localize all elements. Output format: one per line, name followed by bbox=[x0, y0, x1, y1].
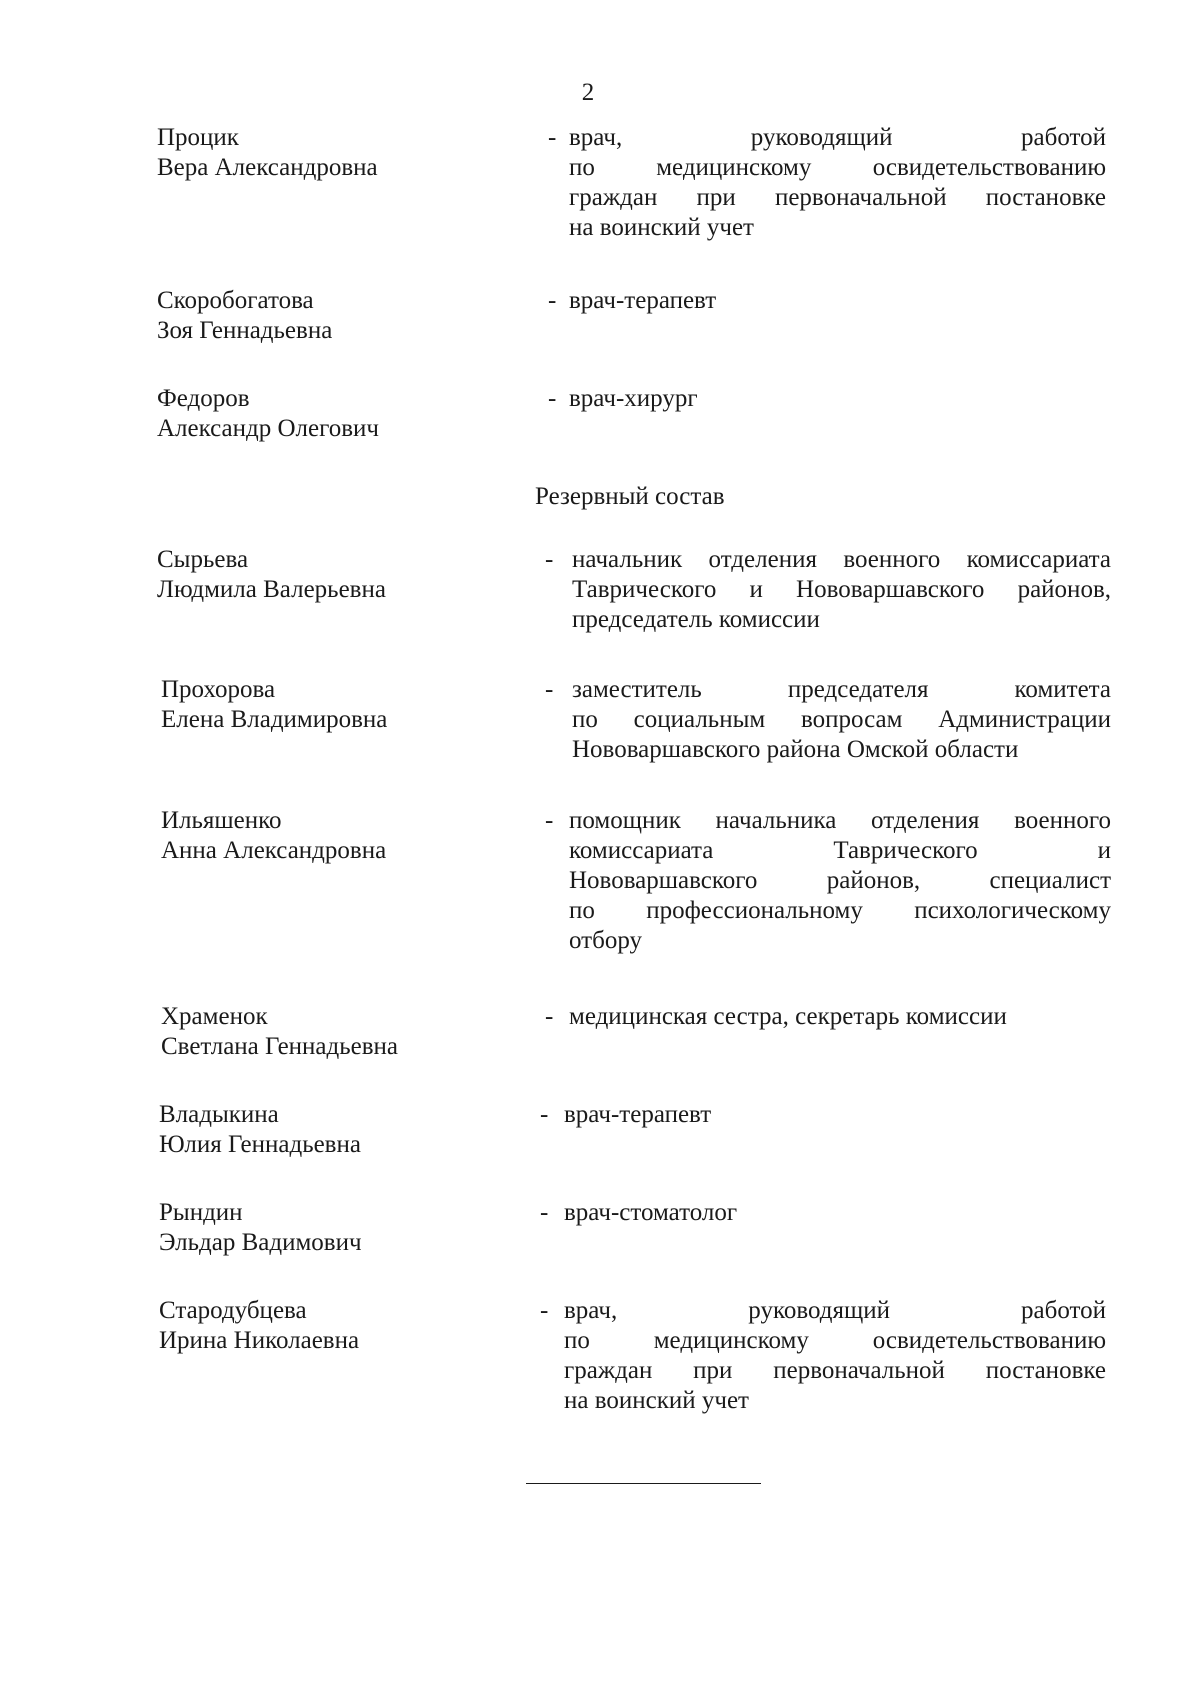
role-dash: - bbox=[548, 287, 557, 314]
member-surname: Рындин bbox=[159, 1199, 243, 1226]
member-given-names: Вера Александровна bbox=[157, 154, 378, 181]
role-dash: - bbox=[540, 1297, 549, 1324]
role-line: медицинская сестра, секретарь комиссии bbox=[569, 1003, 1007, 1030]
role-line: Нововаршавского района Омской области bbox=[572, 736, 1019, 763]
role-dash: - bbox=[540, 1101, 549, 1128]
member-surname: Стародубцева bbox=[159, 1297, 307, 1324]
member-given-names: Елена Владимировна bbox=[161, 706, 388, 733]
role-line: граждан при первоначальной постановке bbox=[569, 184, 1106, 211]
member-given-names: Эльдар Вадимович bbox=[159, 1229, 362, 1256]
member-surname: Ильяшенко bbox=[161, 807, 282, 834]
member-given-names: Анна Александровна bbox=[161, 837, 387, 864]
member-surname: Владыкина bbox=[159, 1101, 279, 1128]
member-name bbox=[159, 1296, 519, 1356]
member-given-names: Людмила Валерьевна bbox=[157, 576, 386, 603]
role-line: по медицинскому освидетельствованию bbox=[569, 154, 1106, 181]
role-dash: - bbox=[540, 1199, 549, 1226]
member-name bbox=[157, 384, 517, 444]
role-line: Нововаршавского районов, специалист bbox=[569, 867, 1111, 894]
page-number: 2 bbox=[581, 79, 595, 106]
member-given-names: Юлия Геннадьевна bbox=[159, 1131, 361, 1158]
member-name bbox=[159, 1198, 519, 1258]
role-line: по социальным вопросам Администрации bbox=[572, 706, 1111, 733]
member-surname: Скоробогатова bbox=[157, 287, 314, 314]
role-line: врач, руководящий работой bbox=[564, 1297, 1106, 1324]
role-line: Таврического и Нововаршавского районов, bbox=[572, 576, 1111, 603]
member-name bbox=[157, 286, 517, 346]
role-line: отбору bbox=[569, 927, 642, 954]
member-surname: Процик bbox=[157, 124, 239, 151]
role-line: комиссариата Таврического и bbox=[569, 837, 1111, 864]
role-dash: - bbox=[548, 124, 557, 151]
role-line: заместитель председателя комитета bbox=[572, 676, 1111, 703]
member-name bbox=[157, 545, 517, 605]
member-name bbox=[161, 806, 521, 866]
role-line: по профессиональному психологическому bbox=[569, 897, 1111, 924]
role-line: врач-терапевт bbox=[564, 1101, 712, 1128]
role-line: на воинский учет bbox=[569, 214, 754, 241]
member-given-names: Зоя Геннадьевна bbox=[157, 317, 333, 344]
role-line: председатель комиссии bbox=[572, 606, 820, 633]
member-name bbox=[161, 1002, 521, 1062]
role-dash: - bbox=[545, 1003, 554, 1030]
role-dash: - bbox=[545, 546, 554, 573]
role-line: врач, руководящий работой bbox=[569, 124, 1106, 151]
member-surname: Федоров bbox=[157, 385, 250, 412]
member-given-names: Ирина Николаевна bbox=[159, 1327, 360, 1354]
role-line: врач-терапевт bbox=[569, 287, 717, 314]
member-name bbox=[157, 123, 517, 183]
role-line: врач-хирург bbox=[569, 385, 698, 412]
member-name bbox=[159, 1100, 519, 1160]
role-dash: - bbox=[545, 676, 554, 703]
member-name bbox=[161, 675, 521, 735]
role-line: граждан при первоначальной постановке bbox=[564, 1357, 1106, 1384]
reserve-section-title: Резервный состав bbox=[535, 483, 725, 510]
role-line: врач-стоматолог bbox=[564, 1199, 738, 1226]
role-line: начальник отделения военного комиссариата bbox=[572, 546, 1111, 573]
role-line: помощник начальника отделения военного bbox=[569, 807, 1111, 834]
member-surname: Сырьева bbox=[157, 546, 249, 573]
role-line: на воинский учет bbox=[564, 1387, 749, 1414]
member-given-names: Александр Олегович bbox=[157, 415, 380, 442]
member-given-names: Светлана Геннадьевна bbox=[161, 1033, 399, 1060]
member-surname: Прохорова bbox=[161, 676, 276, 703]
closing-separator-line bbox=[526, 1483, 761, 1484]
role-line: по медицинскому освидетельствованию bbox=[564, 1327, 1106, 1354]
role-dash: - bbox=[548, 385, 557, 412]
member-surname: Храменок bbox=[161, 1003, 268, 1030]
role-dash: - bbox=[545, 807, 554, 834]
